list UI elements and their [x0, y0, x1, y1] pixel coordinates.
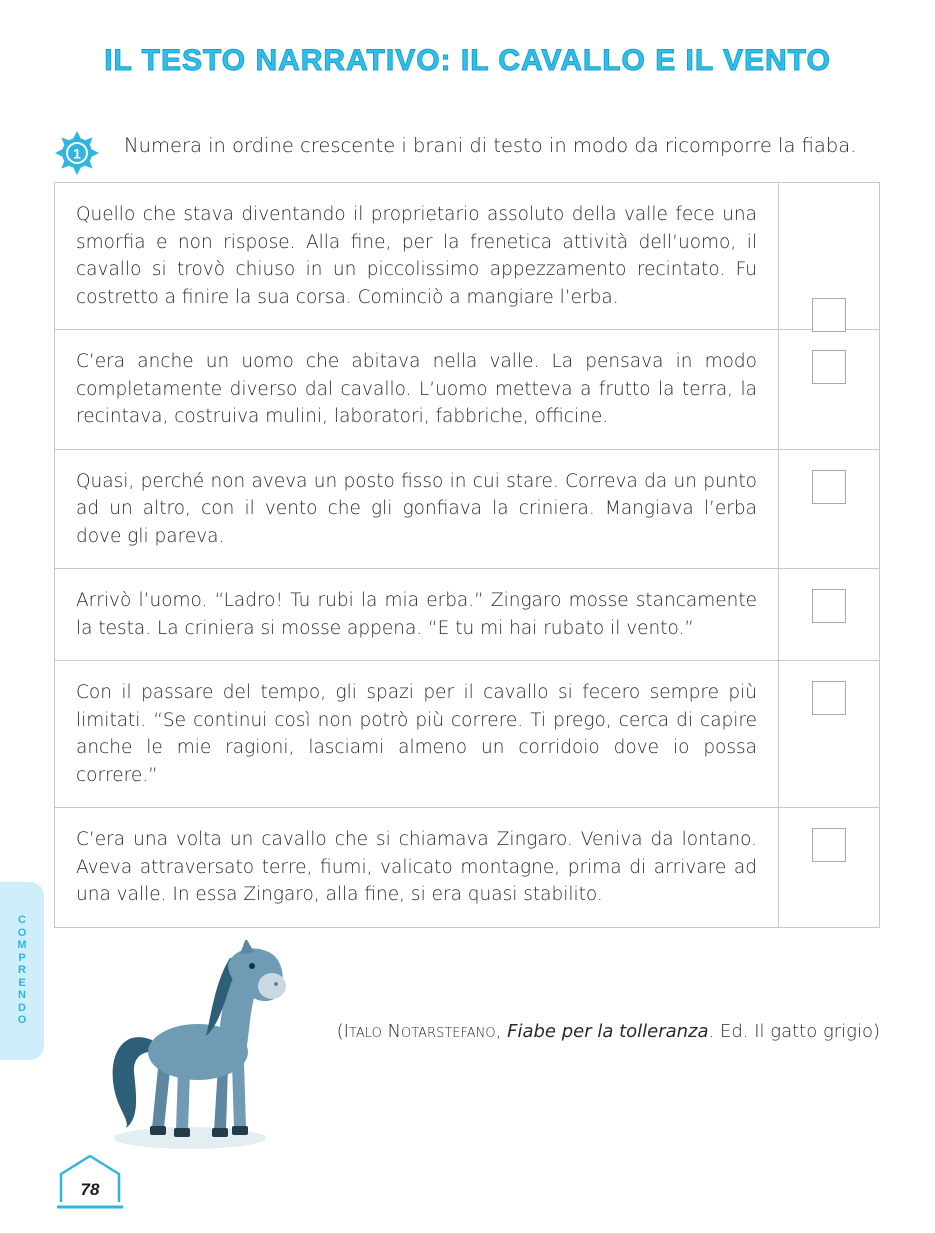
- passage-text: Arrivò l’uomo. “Ladro! Tu rubi la mia erba.” Zingaro mosse stancamente la testa. La criniera si mosse appena. “E tu mi hai rubato il vento.”: [55, 569, 779, 661]
- passage-text: C’era una volta un cavallo che si chiamava Zingaro. Veniva da lontano. Aveva attraversato terre, fiumi, valicato montagne, prima di arrivare ad una valle. In essa Zingaro, alla fine, si era quasi stabilito.: [55, 808, 779, 928]
- page-title: IL TESTO NARRATIVO: IL CAVALLO E IL VENTO: [104, 44, 831, 77]
- page-number: 78: [80, 1180, 100, 1199]
- passage-text: Con il passare del tempo, gli spazi per il cavallo si fecero sempre più limitati. “Se continui così non potrò più correre. Ti prego, cerca di capire anche le mie ragioni, lasciami almeno un corridoio dove io possa correre.”: [55, 661, 779, 808]
- passage-text: Quello che stava diventando il proprietario assoluto della valle fece una smorfia e non rispose. Alla fine, per la frenetica attività dell’uomo, il cavallo si trovò chiuso in un piccolissimo appezzamento recintato. Fu costretto a finire la sua corsa. Cominciò a mangiare l’erba.: [55, 183, 779, 330]
- order-number-box[interactable]: [812, 589, 846, 623]
- passage-row: [55, 661, 880, 808]
- order-number-box[interactable]: [812, 350, 846, 384]
- order-number-box[interactable]: [812, 828, 846, 862]
- passage-row: [55, 569, 880, 661]
- citation-book-title: Fiabe per la tolleranza: [507, 1021, 709, 1042]
- exercise-number-badge-icon: [54, 130, 100, 176]
- order-number-box[interactable]: [812, 681, 846, 715]
- passage-text: C’era anche un uomo che abitava nella valle. La pensava in modo completamente diverso dal cavallo. L’uomo metteva a frutto la terra, la recintava, costruiva mulini, laboratori, fabbriche, officine.: [55, 330, 779, 450]
- passage-row: [55, 330, 880, 450]
- exercise-number: 1: [73, 145, 81, 162]
- passage-row: [55, 449, 880, 569]
- section-side-tab-label: COMPRENDO: [17, 914, 27, 1026]
- instruction-text: Numera in ordine crescente i brani di testo in modo da ricomporre la fiaba.: [124, 134, 857, 157]
- passage-row: [55, 183, 880, 330]
- source-citation: (Italo Notarstefano, Fiabe per la tolleranza. Ed. Il gatto grigio): [336, 1021, 880, 1042]
- order-number-box[interactable]: [812, 470, 846, 504]
- passage-text: Quasi, perché non aveva un posto fisso in cui stare. Correva da un punto ad un altro, con il vento che gli gonfiava la criniera. Mangiava l’erba dove gli pareva.: [55, 449, 779, 569]
- passages-table: [54, 182, 880, 928]
- citation-author: Italo Notarstefano: [343, 1021, 496, 1042]
- citation-publisher: . Ed. Il gatto grigio): [708, 1021, 880, 1042]
- passage-row: [55, 808, 880, 928]
- horse-illustration: [100, 940, 290, 1155]
- order-number-box[interactable]: [812, 298, 846, 332]
